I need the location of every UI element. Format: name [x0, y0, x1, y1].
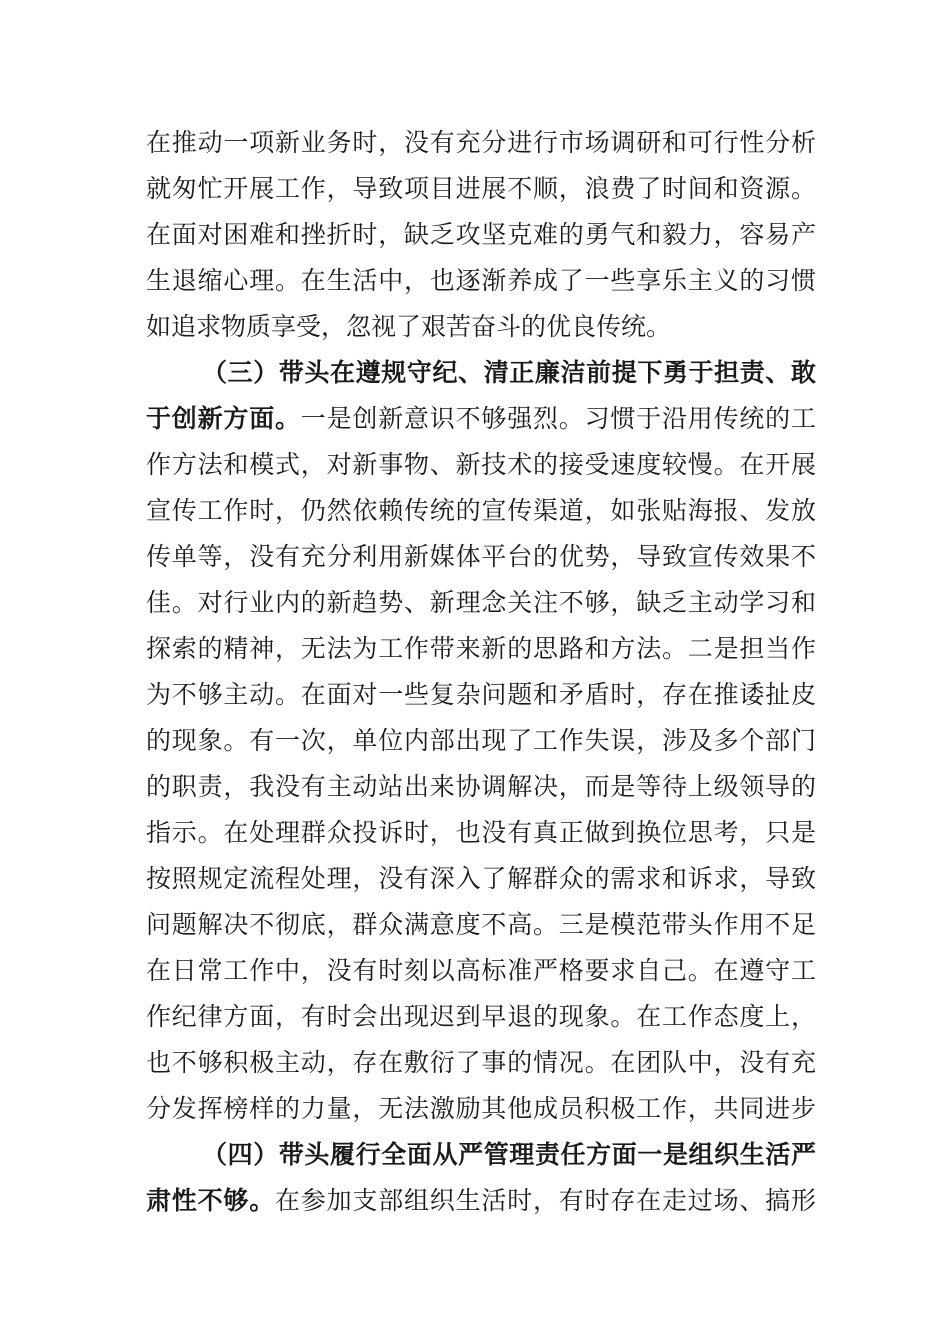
- text-line: 如追求物质享受，忽视了艰苦奋斗的优良传统。: [146, 312, 672, 341]
- text-line: 作方法和模式，对新事物、新技术的接受速度较慢。在开展: [146, 450, 816, 479]
- section-heading-three: （三）带头在遵规守纪、清正廉洁前提下勇于担责、敢: [202, 358, 816, 387]
- text-line: 也不够积极主动，存在敷衍了事的情况。在团队中，没有充: [146, 1048, 816, 1077]
- text-line: 为不够主动。在面对一些复杂问题和矛盾时，存在推诿扯皮: [146, 680, 816, 709]
- text-line: 探索的精神，无法为工作带来新的思路和方法。二是担当作: [146, 634, 816, 663]
- text-line-content: 一是创新意识不够强烈。习惯于沿用传统的工: [300, 404, 816, 433]
- text-line: 传单等，没有充分利用新媒体平台的优势，导致宣传效果不: [146, 542, 816, 571]
- text-line: 在推动一项新业务时，没有充分进行市场调研和可行性分析: [146, 128, 816, 157]
- text-line: 宣传工作时，仍然依赖传统的宣传渠道，如张贴海报、发放: [146, 496, 816, 525]
- text-line: 作纪律方面，有时会出现迟到早退的现象。在工作态度上，: [146, 1002, 816, 1031]
- text-line: 分发挥榜样的力量，无法激励其他成员积极工作，共同进步: [146, 1094, 816, 1123]
- text-line: 指示。在处理群众投诉时，也没有真正做到换位思考，只是: [146, 818, 816, 847]
- text-line: 就匆忙开展工作，导致项目进展不顺，浪费了时间和资源。: [146, 174, 816, 203]
- section-heading-four: （四）带头履行全面从严管理责任方面一是组织生活严: [202, 1140, 816, 1169]
- text-line: 问题解决不彻底，群众满意度不高。三是模范带头作用不足: [146, 910, 816, 939]
- text-line: 生退缩心理。在生活中，也逐渐养成了一些享乐主义的习惯: [146, 266, 816, 295]
- text-line: 的现象。有一次，单位内部出现了工作失误，涉及多个部门: [146, 726, 816, 755]
- text-line: 佳。对行业内的新趋势、新理念关注不够，缺乏主动学习和: [146, 588, 816, 617]
- text-line: 在日常工作中，没有时刻以高标准严格要求自己。在遵守工: [146, 956, 816, 985]
- text-line: 的职责，我没有主动站出来协调解决，而是等待上级领导的: [146, 772, 816, 801]
- text-line: [146, 396, 816, 442]
- text-line: 按照规定流程处理，没有深入了解群众的需求和诉求，导致: [146, 864, 816, 893]
- section-heading-three-tail: 于创新方面。: [146, 404, 301, 433]
- document-body: [146, 120, 816, 1224]
- text-line: [146, 1178, 816, 1224]
- section-heading-four-tail: 肃性不够。: [146, 1186, 275, 1215]
- text-line: 在面对困难和挫折时，缺乏攻坚克难的勇气和毅力，容易产: [146, 220, 816, 249]
- text-line-content: 在参加支部组织生活时，有时存在走过场、搞形: [275, 1186, 816, 1215]
